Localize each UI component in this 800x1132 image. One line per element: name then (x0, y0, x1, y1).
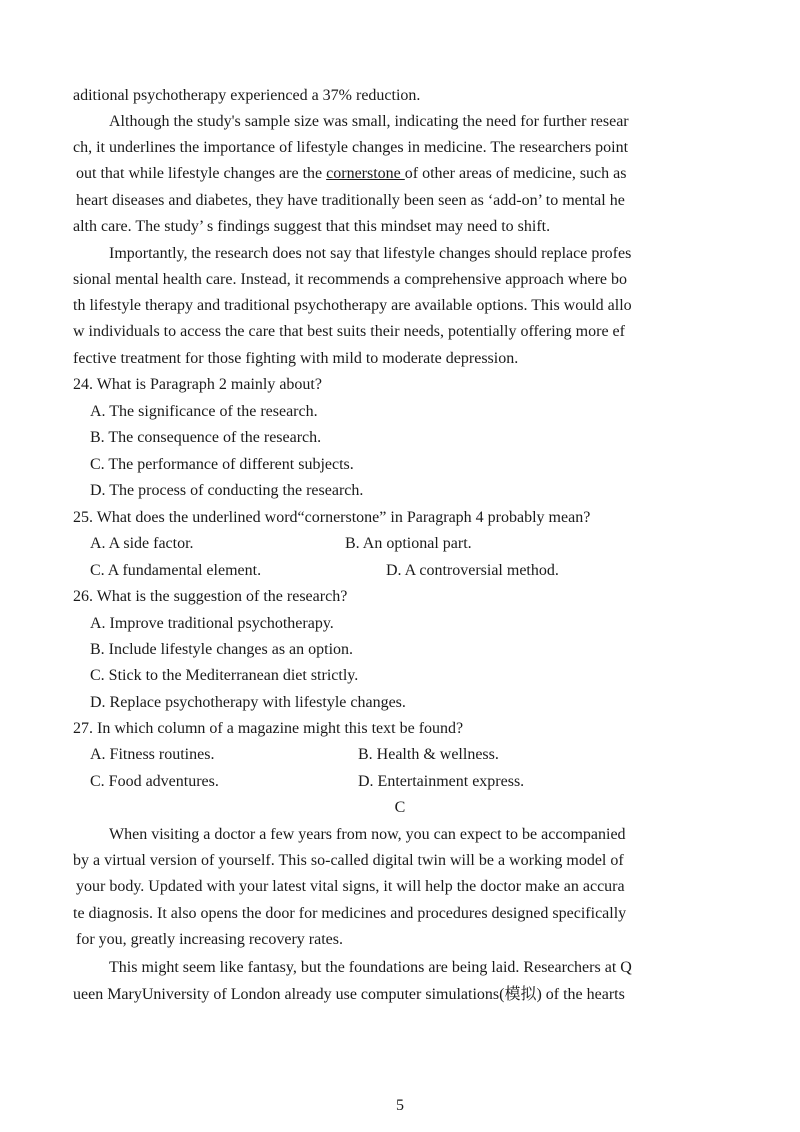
answer-option[interactable]: B. The consequence of the research. (90, 429, 322, 446)
passage-line: sional mental health care. Instead, it recommends a comprehensive approach where bo (73, 271, 627, 288)
answer-option[interactable]: B. Include lifestyle changes as an option. (90, 641, 354, 658)
passage-line: ch, it underlines the importance of lifestyle changes in medicine. The researchers point (73, 139, 629, 156)
question-stem: 26. What is the suggestion of the research? (73, 588, 348, 605)
page-number: 5 (396, 1097, 404, 1114)
passage-line: This might seem like fantasy, but the foundations are being laid. Researchers at Q (109, 959, 632, 976)
question-stem: 25. What does the underlined word“cornerstone” in Paragraph 4 probably mean? (73, 509, 591, 526)
answer-option[interactable]: A. A side factor. (90, 535, 194, 552)
passage-line: Although the study's sample size was small, indicating the need for further resear (109, 113, 629, 130)
passage-line: th lifestyle therapy and traditional psychotherapy are available options. This would allo (73, 297, 632, 314)
answer-option[interactable]: D. The process of conducting the research. (90, 482, 364, 499)
passage-text: out that while lifestyle changes are the (76, 165, 327, 182)
answer-option[interactable]: D. A controversial method. (386, 562, 559, 579)
answer-option[interactable]: B. Health & wellness. (358, 746, 499, 763)
passage-line: Importantly, the research does not say that lifestyle changes should replace profes (109, 245, 632, 262)
passage-line: by a virtual version of yourself. This so-called digital twin will be a working model of (73, 852, 624, 869)
passage-text: of other areas of medicine, such as (404, 165, 627, 182)
answer-option[interactable]: A. Fitness routines. (90, 746, 215, 763)
answer-option[interactable]: C. A fundamental element. (90, 562, 262, 579)
passage-line: heart diseases and diabetes, they have traditionally been seen as ‘add-on’ to mental he (76, 192, 625, 209)
answer-option[interactable]: D. Entertainment express. (358, 773, 525, 790)
passage-line: When visiting a doctor a few years from now, you can expect to be accompanied (109, 826, 626, 843)
passage-line: fective treatment for those fighting with mild to moderate depression. (73, 350, 519, 367)
answer-option[interactable]: C. Stick to the Mediterranean diet strictly. (90, 667, 359, 684)
answer-option[interactable]: A. The significance of the research. (90, 403, 318, 420)
passage-line: alth care. The study’ s findings suggest that this mindset may need to shift. (73, 218, 551, 235)
passage-line: ueen MaryUniversity of London already use computer simulations(模拟) of the hearts (73, 986, 625, 1003)
passage-line: aditional psychotherapy experienced a 37% reduction. (73, 87, 421, 104)
section-heading: C (394, 799, 406, 816)
question-stem: 24. What is Paragraph 2 mainly about? (73, 376, 322, 393)
passage-line: w individuals to access the care that best suits their needs, potentially offering more ef (73, 323, 625, 340)
answer-option[interactable]: C. Food adventures. (90, 773, 219, 790)
question-stem: 27. In which column of a magazine might this text be found? (73, 720, 464, 737)
answer-option[interactable]: B. An optional part. (345, 535, 472, 552)
passage-line (76, 164, 626, 184)
passage-line: your body. Updated with your latest vital signs, it will help the doctor make an accura (76, 878, 625, 895)
passage-line: te diagnosis. It also opens the door for medicines and procedures designed specifically (73, 905, 627, 922)
passage-line: for you, greatly increasing recovery rates. (76, 931, 343, 948)
answer-option[interactable]: C. The performance of different subjects. (90, 456, 354, 473)
underlined-word: cornerstone (326, 165, 405, 182)
answer-option[interactable]: D. Replace psychotherapy with lifestyle changes. (90, 694, 406, 711)
answer-option[interactable]: A. Improve traditional psychotherapy. (90, 615, 334, 632)
